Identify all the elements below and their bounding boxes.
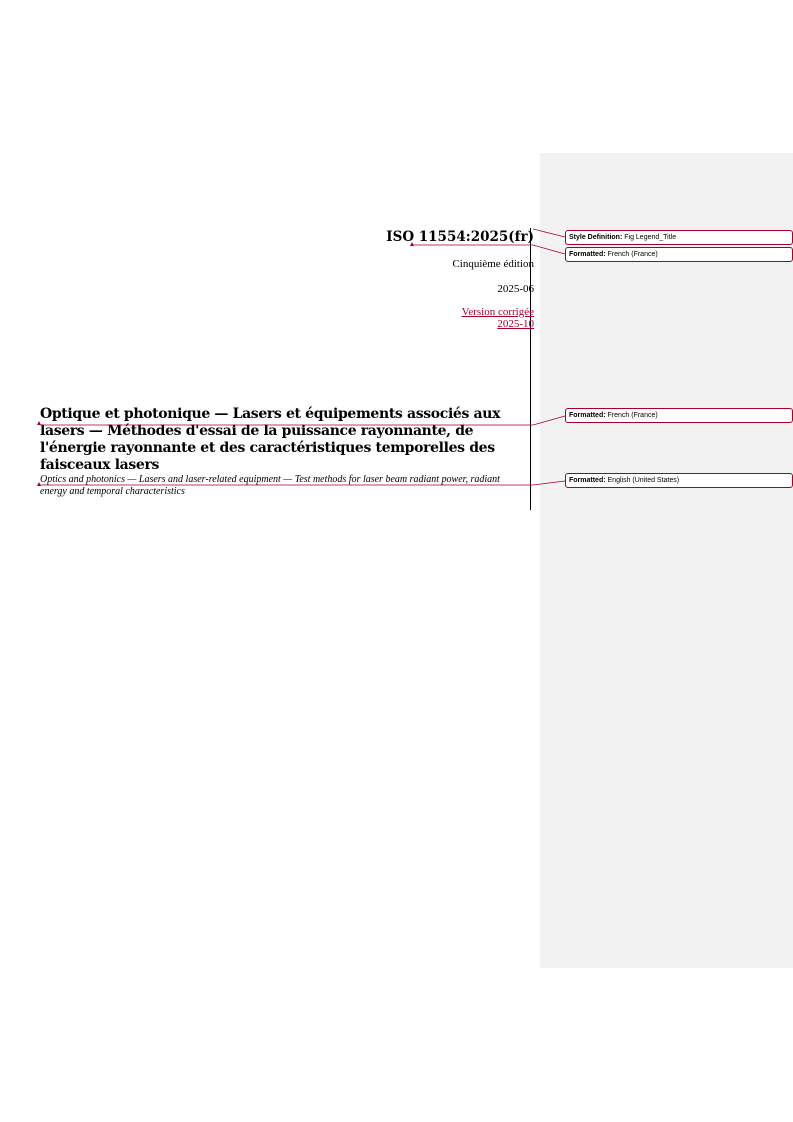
english-title: Optics and photonics — Lasers and laser-related equipment — Test methods for laser beam radiant power, radiant energy and temporal characteristics bbox=[40, 474, 500, 497]
comment-text: Fig Legend_Title bbox=[624, 234, 677, 241]
comment-label: Formatted: bbox=[569, 251, 606, 258]
comment-pane bbox=[540, 153, 793, 968]
french-title: Optique et photonique — Lasers et équipements associés aux lasers — Méthodes d'essai de la puissance rayonnante, de l'énergie rayonnante et des caractéristiques temporelles des faisceaux lasers bbox=[40, 406, 501, 473]
comment-balloon-formatted-english[interactable] bbox=[565, 473, 793, 488]
edition-label: Cinquième édition bbox=[452, 258, 534, 270]
document-id: ISO 11554:2025(fr) bbox=[386, 229, 534, 245]
comment-text: French (France) bbox=[607, 412, 658, 419]
comment-label: Formatted: bbox=[569, 412, 606, 419]
publication-date: 2025-06 bbox=[497, 283, 534, 295]
revision-marker bbox=[410, 242, 414, 246]
revision-marker bbox=[37, 421, 41, 425]
comment-label: Formatted: bbox=[569, 477, 606, 484]
comment-balloon-formatted-french[interactable] bbox=[565, 247, 793, 262]
revision-marker bbox=[37, 482, 41, 486]
comment-balloon-style-definition[interactable] bbox=[565, 230, 793, 245]
corrected-version-date: 2025-10 bbox=[497, 318, 534, 330]
comment-text: English (United States) bbox=[607, 477, 680, 484]
corrected-version-label: Version corrigée bbox=[461, 306, 534, 318]
corrected-version bbox=[462, 306, 534, 330]
text-boundary-line bbox=[530, 228, 531, 510]
comment-balloon-formatted-french-title[interactable] bbox=[565, 408, 793, 423]
comment-text: French (France) bbox=[607, 251, 658, 258]
comment-label: Style Definition: bbox=[569, 234, 623, 241]
